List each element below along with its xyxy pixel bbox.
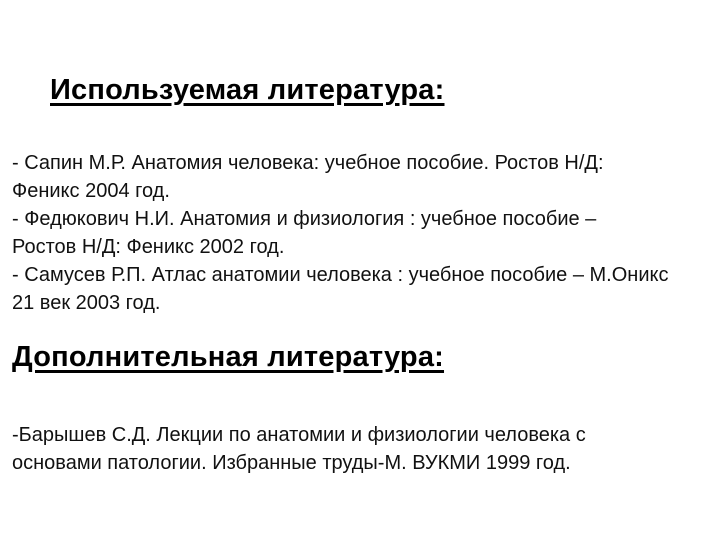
reference-line-sapin: - Сапин М.Р. Анатомия человека: учебное пособие. Ростов Н/Д: (12, 152, 604, 174)
reference-line-baryshev-details: основами патологии. Избранные труды-М. ВУКМИ 1999 год. (12, 452, 571, 474)
main-literature-heading: Используемая литература: (50, 74, 445, 106)
reference-line-fedyukovich: - Федюкович Н.И. Анатомия и физиология : учебное пособие – (12, 208, 597, 230)
reference-line-samusev-publisher: 21 век 2003 год. (12, 292, 161, 314)
additional-literature-heading: Дополнительная литература: (12, 341, 445, 373)
additional-literature-list (12, 421, 712, 477)
reference-line-baryshev: -Барышев С.Д. Лекции по анатомии и физиологии человека с (12, 424, 586, 446)
reference-line-sapin-publisher: Феникс 2004 год. (12, 180, 170, 202)
reference-line-samusev: - Самусев Р.П. Атлас анатомии человека : учебное пособие – М.Оникс (12, 264, 669, 286)
main-literature-list (12, 149, 712, 317)
reference-line-fedyukovich-publisher: Ростов Н/Д: Феникс 2002 год. (12, 236, 285, 258)
